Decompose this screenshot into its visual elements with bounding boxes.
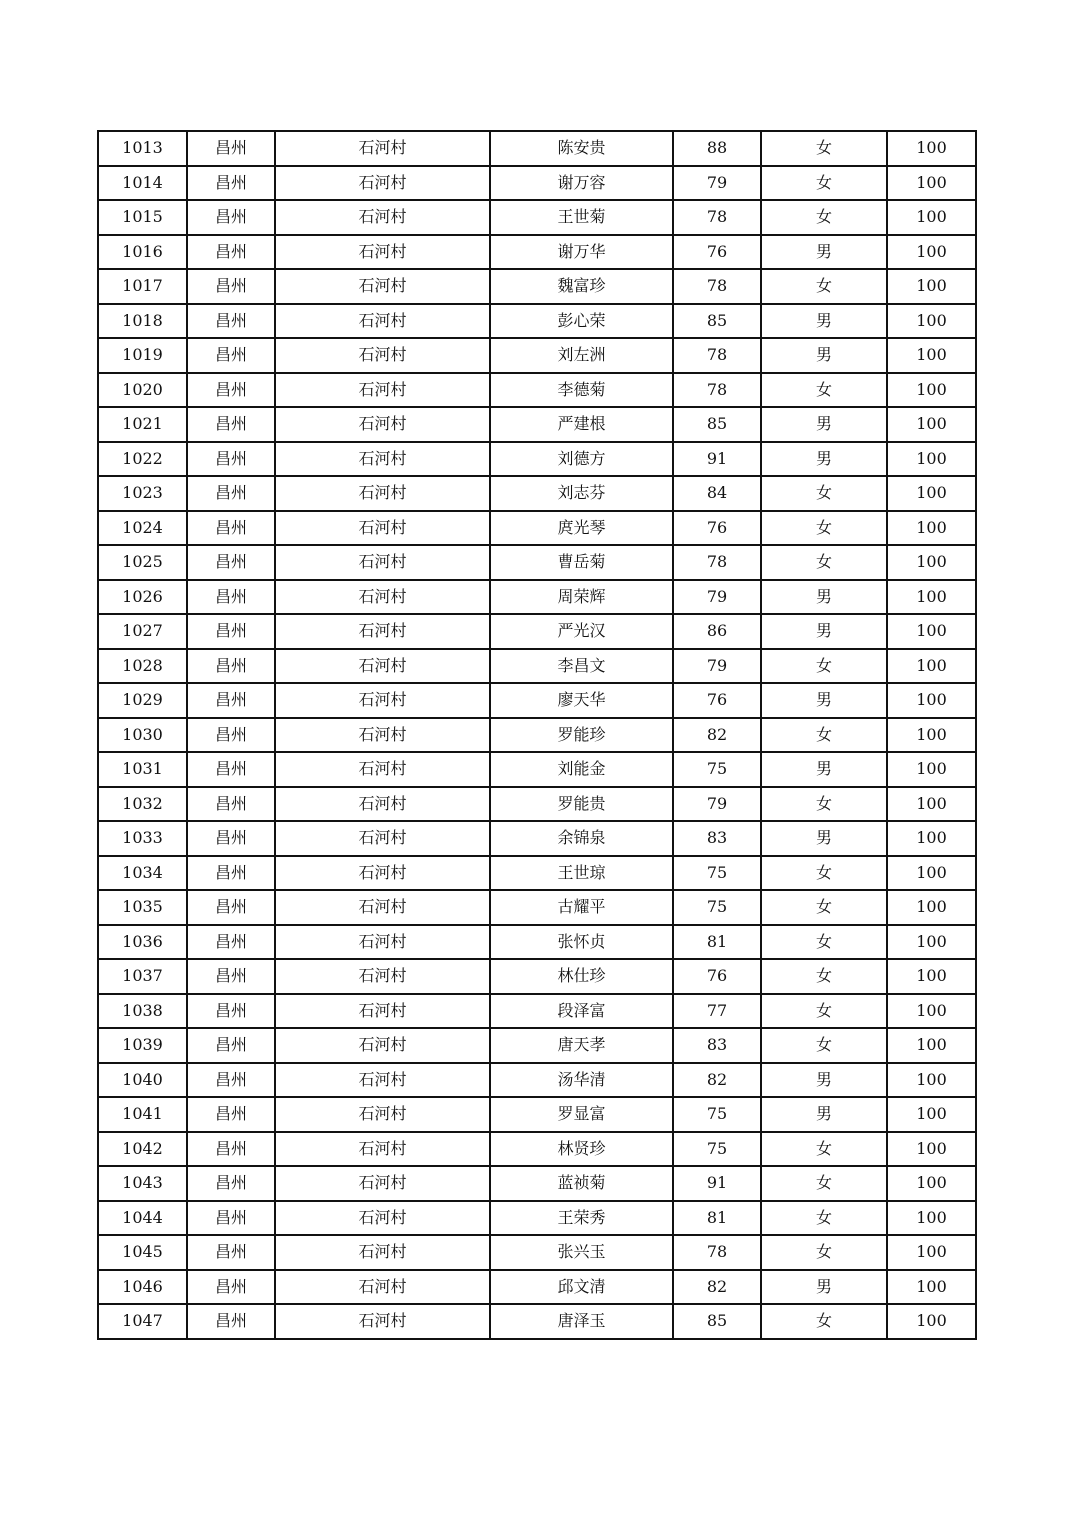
cell-id: 1021 [98, 407, 187, 442]
cell-village: 石河村 [275, 1063, 490, 1098]
cell-name: 林贤珍 [490, 1132, 673, 1167]
table-row [98, 338, 976, 373]
cell-village: 石河村 [275, 200, 490, 235]
cell-gender: 女 [761, 994, 887, 1029]
cell-name: 严光汉 [490, 614, 673, 649]
cell-name: 邱文清 [490, 1270, 673, 1305]
cell-village: 石河村 [275, 338, 490, 373]
cell-name: 彭心荣 [490, 304, 673, 339]
cell-age: 82 [673, 1063, 761, 1098]
cell-id: 1036 [98, 925, 187, 960]
cell-name: 段泽富 [490, 994, 673, 1029]
cell-city: 昌州 [187, 269, 275, 304]
cell-gender: 男 [761, 235, 887, 270]
cell-gender: 男 [761, 683, 887, 718]
cell-gender: 女 [761, 1028, 887, 1063]
cell-name: 王世琼 [490, 856, 673, 891]
table-row [98, 1304, 976, 1339]
cell-amount: 100 [887, 373, 976, 408]
cell-age: 83 [673, 1028, 761, 1063]
cell-city: 昌州 [187, 580, 275, 615]
cell-amount: 100 [887, 718, 976, 753]
cell-gender: 男 [761, 1270, 887, 1305]
table-row [98, 545, 976, 580]
table-row [98, 821, 976, 856]
cell-id: 1047 [98, 1304, 187, 1339]
cell-name: 蓝祯菊 [490, 1166, 673, 1201]
cell-age: 76 [673, 511, 761, 546]
cell-gender: 女 [761, 959, 887, 994]
cell-id: 1033 [98, 821, 187, 856]
cell-id: 1030 [98, 718, 187, 753]
cell-name: 罗能珍 [490, 718, 673, 753]
table-row [98, 752, 976, 787]
cell-gender: 男 [761, 1063, 887, 1098]
cell-age: 75 [673, 752, 761, 787]
cell-village: 石河村 [275, 994, 490, 1029]
table-row [98, 580, 976, 615]
cell-gender: 女 [761, 787, 887, 822]
cell-id: 1041 [98, 1097, 187, 1132]
cell-city: 昌州 [187, 787, 275, 822]
cell-name: 谢万华 [490, 235, 673, 270]
cell-city: 昌州 [187, 1201, 275, 1236]
cell-village: 石河村 [275, 373, 490, 408]
cell-village: 石河村 [275, 1235, 490, 1270]
cell-city: 昌州 [187, 994, 275, 1029]
cell-city: 昌州 [187, 718, 275, 753]
cell-gender: 女 [761, 1235, 887, 1270]
cell-age: 77 [673, 994, 761, 1029]
cell-id: 1044 [98, 1201, 187, 1236]
table-row [98, 1270, 976, 1305]
cell-amount: 100 [887, 476, 976, 511]
cell-age: 76 [673, 683, 761, 718]
cell-city: 昌州 [187, 821, 275, 856]
cell-name: 刘能金 [490, 752, 673, 787]
cell-name: 汤华清 [490, 1063, 673, 1098]
cell-city: 昌州 [187, 131, 275, 166]
cell-amount: 100 [887, 890, 976, 925]
cell-id: 1015 [98, 200, 187, 235]
cell-gender: 女 [761, 131, 887, 166]
cell-amount: 100 [887, 821, 976, 856]
cell-village: 石河村 [275, 269, 490, 304]
cell-amount: 100 [887, 959, 976, 994]
cell-gender: 女 [761, 890, 887, 925]
cell-age: 75 [673, 856, 761, 891]
cell-gender: 女 [761, 1304, 887, 1339]
cell-age: 84 [673, 476, 761, 511]
cell-amount: 100 [887, 1166, 976, 1201]
cell-village: 石河村 [275, 925, 490, 960]
cell-village: 石河村 [275, 959, 490, 994]
cell-age: 85 [673, 304, 761, 339]
cell-name: 刘德方 [490, 442, 673, 477]
table-row [98, 890, 976, 925]
cell-name: 林仕珍 [490, 959, 673, 994]
cell-name: 张兴玉 [490, 1235, 673, 1270]
cell-city: 昌州 [187, 1166, 275, 1201]
cell-age: 75 [673, 1097, 761, 1132]
cell-age: 81 [673, 1201, 761, 1236]
cell-village: 石河村 [275, 580, 490, 615]
cell-amount: 100 [887, 407, 976, 442]
cell-id: 1022 [98, 442, 187, 477]
cell-id: 1035 [98, 890, 187, 925]
cell-name: 唐泽玉 [490, 1304, 673, 1339]
cell-age: 79 [673, 649, 761, 684]
cell-city: 昌州 [187, 1028, 275, 1063]
cell-id: 1013 [98, 131, 187, 166]
table-row [98, 200, 976, 235]
table-row [98, 476, 976, 511]
cell-village: 石河村 [275, 752, 490, 787]
cell-age: 82 [673, 1270, 761, 1305]
cell-amount: 100 [887, 614, 976, 649]
cell-id: 1040 [98, 1063, 187, 1098]
cell-city: 昌州 [187, 1270, 275, 1305]
cell-age: 85 [673, 1304, 761, 1339]
cell-age: 75 [673, 890, 761, 925]
cell-age: 91 [673, 1166, 761, 1201]
cell-name: 王世菊 [490, 200, 673, 235]
table-row [98, 1235, 976, 1270]
cell-name: 廖天华 [490, 683, 673, 718]
cell-gender: 女 [761, 166, 887, 201]
cell-village: 石河村 [275, 1201, 490, 1236]
cell-age: 83 [673, 821, 761, 856]
cell-id: 1028 [98, 649, 187, 684]
cell-amount: 100 [887, 752, 976, 787]
cell-village: 石河村 [275, 1097, 490, 1132]
table-row [98, 787, 976, 822]
cell-age: 79 [673, 580, 761, 615]
cell-gender: 女 [761, 269, 887, 304]
cell-gender: 女 [761, 925, 887, 960]
cell-gender: 男 [761, 304, 887, 339]
cell-city: 昌州 [187, 683, 275, 718]
cell-city: 昌州 [187, 373, 275, 408]
cell-name: 严建根 [490, 407, 673, 442]
table-row [98, 442, 976, 477]
cell-name: 刘志芬 [490, 476, 673, 511]
cell-city: 昌州 [187, 649, 275, 684]
cell-name: 魏富珍 [490, 269, 673, 304]
cell-village: 石河村 [275, 304, 490, 339]
cell-age: 76 [673, 959, 761, 994]
cell-city: 昌州 [187, 304, 275, 339]
cell-city: 昌州 [187, 1097, 275, 1132]
cell-amount: 100 [887, 442, 976, 477]
cell-amount: 100 [887, 1304, 976, 1339]
cell-village: 石河村 [275, 1166, 490, 1201]
cell-id: 1018 [98, 304, 187, 339]
table-row [98, 166, 976, 201]
cell-age: 86 [673, 614, 761, 649]
cell-age: 78 [673, 545, 761, 580]
cell-id: 1020 [98, 373, 187, 408]
cell-city: 昌州 [187, 200, 275, 235]
cell-name: 唐天孝 [490, 1028, 673, 1063]
cell-amount: 100 [887, 787, 976, 822]
cell-amount: 100 [887, 269, 976, 304]
cell-name: 谢万容 [490, 166, 673, 201]
cell-amount: 100 [887, 683, 976, 718]
cell-gender: 女 [761, 1166, 887, 1201]
cell-id: 1019 [98, 338, 187, 373]
cell-gender: 女 [761, 856, 887, 891]
table-row [98, 614, 976, 649]
cell-amount: 100 [887, 1270, 976, 1305]
cell-gender: 男 [761, 407, 887, 442]
cell-name: 周荣辉 [490, 580, 673, 615]
cell-village: 石河村 [275, 235, 490, 270]
cell-city: 昌州 [187, 476, 275, 511]
cell-amount: 100 [887, 649, 976, 684]
cell-city: 昌州 [187, 890, 275, 925]
table-row [98, 235, 976, 270]
cell-amount: 100 [887, 131, 976, 166]
cell-village: 石河村 [275, 1132, 490, 1167]
cell-city: 昌州 [187, 1063, 275, 1098]
cell-city: 昌州 [187, 442, 275, 477]
cell-city: 昌州 [187, 545, 275, 580]
cell-name: 罗显富 [490, 1097, 673, 1132]
cell-amount: 100 [887, 235, 976, 270]
cell-amount: 100 [887, 338, 976, 373]
cell-id: 1046 [98, 1270, 187, 1305]
cell-name: 罗能贵 [490, 787, 673, 822]
data-table [97, 130, 977, 1340]
table-row [98, 304, 976, 339]
cell-id: 1045 [98, 1235, 187, 1270]
table-body [98, 131, 976, 1339]
cell-age: 78 [673, 1235, 761, 1270]
cell-id: 1031 [98, 752, 187, 787]
cell-age: 79 [673, 787, 761, 822]
cell-village: 石河村 [275, 545, 490, 580]
cell-age: 88 [673, 131, 761, 166]
cell-village: 石河村 [275, 476, 490, 511]
cell-name: 曹岳菊 [490, 545, 673, 580]
cell-gender: 男 [761, 752, 887, 787]
cell-id: 1029 [98, 683, 187, 718]
table-row [98, 925, 976, 960]
table-row [98, 131, 976, 166]
cell-gender: 男 [761, 821, 887, 856]
cell-village: 石河村 [275, 718, 490, 753]
cell-age: 82 [673, 718, 761, 753]
cell-village: 石河村 [275, 856, 490, 891]
cell-city: 昌州 [187, 925, 275, 960]
cell-age: 76 [673, 235, 761, 270]
cell-gender: 男 [761, 338, 887, 373]
cell-age: 79 [673, 166, 761, 201]
cell-village: 石河村 [275, 1270, 490, 1305]
cell-id: 1027 [98, 614, 187, 649]
cell-name: 李德菊 [490, 373, 673, 408]
cell-gender: 女 [761, 476, 887, 511]
cell-name: 庹光琴 [490, 511, 673, 546]
cell-gender: 女 [761, 200, 887, 235]
cell-id: 1039 [98, 1028, 187, 1063]
cell-name: 古耀平 [490, 890, 673, 925]
cell-city: 昌州 [187, 614, 275, 649]
table-row [98, 1028, 976, 1063]
cell-gender: 女 [761, 1132, 887, 1167]
cell-city: 昌州 [187, 856, 275, 891]
cell-city: 昌州 [187, 1235, 275, 1270]
cell-amount: 100 [887, 1028, 976, 1063]
cell-amount: 100 [887, 856, 976, 891]
cell-city: 昌州 [187, 752, 275, 787]
cell-id: 1032 [98, 787, 187, 822]
cell-amount: 100 [887, 1201, 976, 1236]
cell-gender: 女 [761, 1201, 887, 1236]
cell-gender: 女 [761, 511, 887, 546]
cell-id: 1017 [98, 269, 187, 304]
cell-age: 91 [673, 442, 761, 477]
table-row [98, 994, 976, 1029]
cell-village: 石河村 [275, 1304, 490, 1339]
table-row [98, 1063, 976, 1098]
cell-village: 石河村 [275, 614, 490, 649]
cell-gender: 男 [761, 1097, 887, 1132]
cell-amount: 100 [887, 545, 976, 580]
cell-name: 王荣秀 [490, 1201, 673, 1236]
cell-id: 1025 [98, 545, 187, 580]
cell-age: 78 [673, 200, 761, 235]
cell-name: 陈安贵 [490, 131, 673, 166]
table-row [98, 959, 976, 994]
cell-id: 1023 [98, 476, 187, 511]
cell-city: 昌州 [187, 338, 275, 373]
cell-city: 昌州 [187, 1304, 275, 1339]
cell-name: 余锦泉 [490, 821, 673, 856]
cell-amount: 100 [887, 511, 976, 546]
cell-gender: 男 [761, 442, 887, 477]
cell-village: 石河村 [275, 131, 490, 166]
cell-id: 1038 [98, 994, 187, 1029]
cell-id: 1024 [98, 511, 187, 546]
cell-id: 1037 [98, 959, 187, 994]
cell-gender: 女 [761, 718, 887, 753]
cell-age: 75 [673, 1132, 761, 1167]
cell-city: 昌州 [187, 1132, 275, 1167]
cell-village: 石河村 [275, 649, 490, 684]
cell-amount: 100 [887, 1063, 976, 1098]
cell-name: 刘左洲 [490, 338, 673, 373]
cell-id: 1026 [98, 580, 187, 615]
cell-gender: 女 [761, 373, 887, 408]
table-row [98, 1097, 976, 1132]
cell-id: 1014 [98, 166, 187, 201]
cell-age: 78 [673, 338, 761, 373]
cell-village: 石河村 [275, 787, 490, 822]
cell-name: 李昌文 [490, 649, 673, 684]
cell-city: 昌州 [187, 511, 275, 546]
cell-amount: 100 [887, 166, 976, 201]
cell-id: 1034 [98, 856, 187, 891]
cell-amount: 100 [887, 200, 976, 235]
table-row [98, 1132, 976, 1167]
cell-village: 石河村 [275, 511, 490, 546]
cell-gender: 男 [761, 580, 887, 615]
table-row [98, 683, 976, 718]
cell-amount: 100 [887, 994, 976, 1029]
cell-village: 石河村 [275, 407, 490, 442]
table-row [98, 373, 976, 408]
cell-city: 昌州 [187, 407, 275, 442]
cell-age: 78 [673, 373, 761, 408]
cell-id: 1042 [98, 1132, 187, 1167]
cell-amount: 100 [887, 1235, 976, 1270]
cell-amount: 100 [887, 925, 976, 960]
table-row [98, 856, 976, 891]
cell-age: 78 [673, 269, 761, 304]
cell-age: 81 [673, 925, 761, 960]
table-row [98, 649, 976, 684]
cell-village: 石河村 [275, 442, 490, 477]
cell-gender: 男 [761, 614, 887, 649]
table-row [98, 269, 976, 304]
table-row [98, 718, 976, 753]
cell-village: 石河村 [275, 890, 490, 925]
cell-amount: 100 [887, 1097, 976, 1132]
cell-village: 石河村 [275, 683, 490, 718]
cell-name: 张怀贞 [490, 925, 673, 960]
cell-age: 85 [673, 407, 761, 442]
cell-amount: 100 [887, 1132, 976, 1167]
cell-village: 石河村 [275, 1028, 490, 1063]
cell-amount: 100 [887, 580, 976, 615]
cell-gender: 女 [761, 649, 887, 684]
cell-city: 昌州 [187, 235, 275, 270]
table-row [98, 407, 976, 442]
cell-id: 1043 [98, 1166, 187, 1201]
table-row [98, 1166, 976, 1201]
cell-id: 1016 [98, 235, 187, 270]
cell-city: 昌州 [187, 166, 275, 201]
cell-gender: 女 [761, 545, 887, 580]
cell-city: 昌州 [187, 959, 275, 994]
table-row [98, 1201, 976, 1236]
cell-village: 石河村 [275, 821, 490, 856]
cell-amount: 100 [887, 304, 976, 339]
cell-village: 石河村 [275, 166, 490, 201]
table-row [98, 511, 976, 546]
